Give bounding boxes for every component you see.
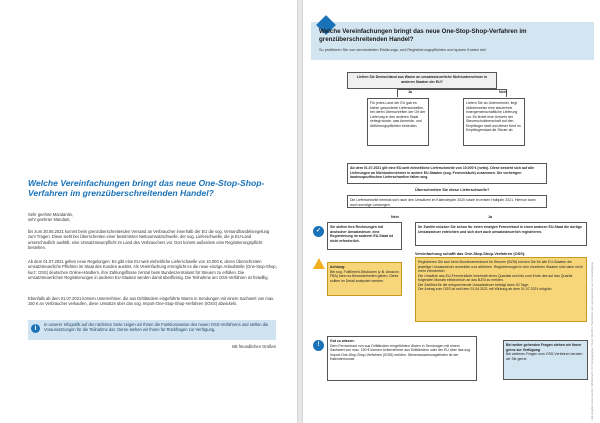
achtung-text: Bei sog. Fulfillment-Strukturen (z.B. Amazon FBA) kann es Besonderheiten geben. Diese sollten im Detail analysiert werden. — [330, 269, 399, 283]
yes-label: Ja — [488, 215, 492, 219]
oss-bullet: Die Umsätze aus EU-Fernverkäufe innerhalb eines Quartals sind bis zum Ende des auf das Quartal folgenden Monats elektronisch an das BZSt zu melden. — [418, 273, 573, 283]
questions-title: Bei weiter gehenden Fragen stehen wir Ihnen gerne zur Verfügung — [506, 343, 582, 352]
threshold-box: Ab dem 01.07.2021 gilt eine EU-weit einheitliche Lieferschwelle von 10.000 € (netto). Diese besteht sich auf alle Lieferungen an Nichtunternehmer in andere EU-Staaten (sog. Fernverkäufe) zusammen. Die vorherigen landesspezifischen Lieferschwellen fallen weg. — [347, 163, 547, 184]
question-2: Überschreiten Sie diese Lieferschwelle? — [415, 187, 490, 192]
oss-bullet: Der Antrag zum OSS ist seit dem 01.04.2021 mit Wirkung ab dem 01.07.2021 möglich. — [418, 287, 553, 292]
check-icon: ✓ — [313, 226, 324, 237]
connector — [397, 89, 507, 90]
warning-icon — [313, 258, 325, 269]
question-1: Liefern Sie Deutschland aus Waren an umsatzsteuerliche Nichtunternehmer in anderen Staaten der EU? — [347, 72, 497, 89]
paragraph-1: bis zum 30.06.2021 kommt beim grenzüberschreitenden Versand an Verbraucher innerhalb der EU die sog. Versandhandelsregelung zum Tragen. Diese sieht bei Überschreiten einer bestimmten Nettoumsatzschwelle, der sog. Lieferschwelle, die je EU-Land unterschiedlich ausfällt, eine Umsatzsteuerpflicht im Land des Verbrauchers vor. Dort kommt außerdem eine Registrierungspflicht bestehen. — [28, 229, 270, 251]
left-page — [0, 0, 297, 423]
paragraph-2: Ab dem 01.07.2021 gelten neue Regelungen: Es gibt eine EU-weit einheitliche Lieferschwelle von 10.000 €, deren Überschreiten umsatzsteuerliche Pflichten im Staat des Kunden auslöst. Als Vereinfachung ermöglicht es die neue einzige Anlaufstelle (One-Stop-Shop, kurz: OSS) deutschen Online-Händlern, ihre Zahlungsflüsse zentral beim Bundeszentralamt für Steuern zu erfüllen. Die umsatzsteuerlichen Registrierungen in anderen EU-Staaten werden damit überflüssig. Die Teilnahme am OSS-Verfahren ist freiwillig. — [28, 259, 277, 281]
infographic-header — [311, 22, 594, 60]
info-text: In unserer Infografik auf der nächsten Seite zeigen wir Ihnen die Funktionsweise des neuen OSS-Verfahrens und stellen die Voraussetzungen für die Teilnahme dar. Gerne stehen wir Ihnen für Rückfragen zur Verfügung. — [44, 322, 269, 333]
answer-no-box: Liefern Sie an Unternehmer, liegt üblicherweise eine steuerfreie innergemeinschaftliche Lieferung vor. Es findet eine Umkehr der Steuerschuldnerschaft auf den Empfänger statt und dieser führt im Empfängerstaat die Steuer ab. — [463, 98, 525, 146]
answer-yes-box: Für jedes Land der EU gab es bisher gesonderte Lieferschwellen, bei deren Überschreiten der Ort der Lieferung in den anderen Staat verlegt wurde, was Anmelde- und Abführungspflichten bedeuten. — [367, 98, 429, 146]
gut-title: Gut zu wissen: — [330, 339, 355, 343]
bulb-icon: ! — [313, 340, 324, 351]
achtung-box — [327, 262, 402, 296]
oss-title: Vereinfachung schafft das One-Stop-Shop-Verfahren (OSS): — [415, 251, 526, 256]
infographic-subtitle: So profitieren Sie von verminderten Erklärungs- und Registrierungspflichten und sparen Kosten ein! — [319, 48, 487, 52]
yes-label: Ja — [408, 90, 412, 94]
salutation: Sehr geehrte Mandantin, sehr geehrter Mandant, — [28, 212, 74, 223]
info-box — [28, 320, 276, 340]
achtung-title: Achtung: — [330, 265, 346, 269]
right-page — [303, 0, 600, 423]
gut-zu-wissen-box — [327, 336, 477, 381]
oss-bullet: Registrieren Sie sich beim Bundeszentralamt für Steuern (BZSt) können Sie für alle EU-Staaten die jeweilige Umsatzsteuer anmelden und abführen. Registrierungen in den einzelnen Staaten sind dann nicht mehr erforderlich. — [418, 260, 583, 274]
no-label: Nein — [499, 90, 507, 94]
paragraph-3: Ebenfalls ab dem 01.07.2021 können Unternehmer, die aus Drittländern eingeführte Waren in Sendungen mit einem Sachwert von max. 150 € an Verbraucher verkaufen, diese Umsätze über das sog. Import-One-Stop-Shop-Verfahren (IOSS) abwickeln. — [28, 296, 275, 307]
infographic-title: Welche Vereinfachungen bringt das neue One-Stop-Shop-Verfahren im grenzüberschreitenden Handel? — [319, 28, 527, 43]
page-title: Welche Vereinfachungen bringt das neue One-Stop-Shop-Verfahren im grenzüberschreitenden Handel? — [28, 178, 265, 199]
gut-text: Dem Fernverkauf von aus Drittländern eingeführten Waren in Sendungen mit einem Sachwert von max. 150 € können Unternehmer aus Drittländern oder der EU über das sog. Import-One-Stop-Shop-Verfahren (IOSS) melden. Steuerausweisungsfristen ist der Kalendermonat. — [330, 343, 472, 362]
questions-box — [503, 340, 588, 380]
info-icon: i — [31, 324, 40, 333]
connector — [397, 89, 398, 97]
threshold-note: Die Lieferschwelle bemisst sich nach den Umsätzen im Kalenderjahr 2020 sowie im ersten Halbjahr 2021. Hiervon kann auch sonstige Leistungen. — [347, 195, 547, 208]
result-no-box: Sie stellen Ihre Rechnungen mit deutscher Umsatzsteuer, eine Registrierung im anderen EU-Staat ist nicht erforderlich. — [327, 222, 402, 250]
copyright-note: Alle Angaben ohne Gewähr / Urheberrecht: WS Verlagsgruppe / Stand: Mai 2021 / Nachdruck, auch auszugsweise, nur mit Genehmigung — [591, 261, 594, 420]
no-label: Nein — [391, 215, 399, 219]
result-yes-box: Ihr Zweifel müssen Sie schon für einen einzigen Fernverkauf in einen anderen EU-Staat die dortige Umsatzsteuer entrichten und sich dort auch umsatzsteuerlich registrieren. — [415, 222, 587, 246]
oss-list — [415, 257, 587, 322]
questions-text: Bei weiteren Fragen zum OSS-Verfahren beraten wir Sie gerne. — [506, 352, 583, 361]
oss-bullet: Die Zahlfrist für die entsprechende Umsatzsteuer beträgt dann 30 Tage. — [418, 282, 530, 287]
closing-text: Mit freundlichen Grüßen — [232, 344, 276, 349]
